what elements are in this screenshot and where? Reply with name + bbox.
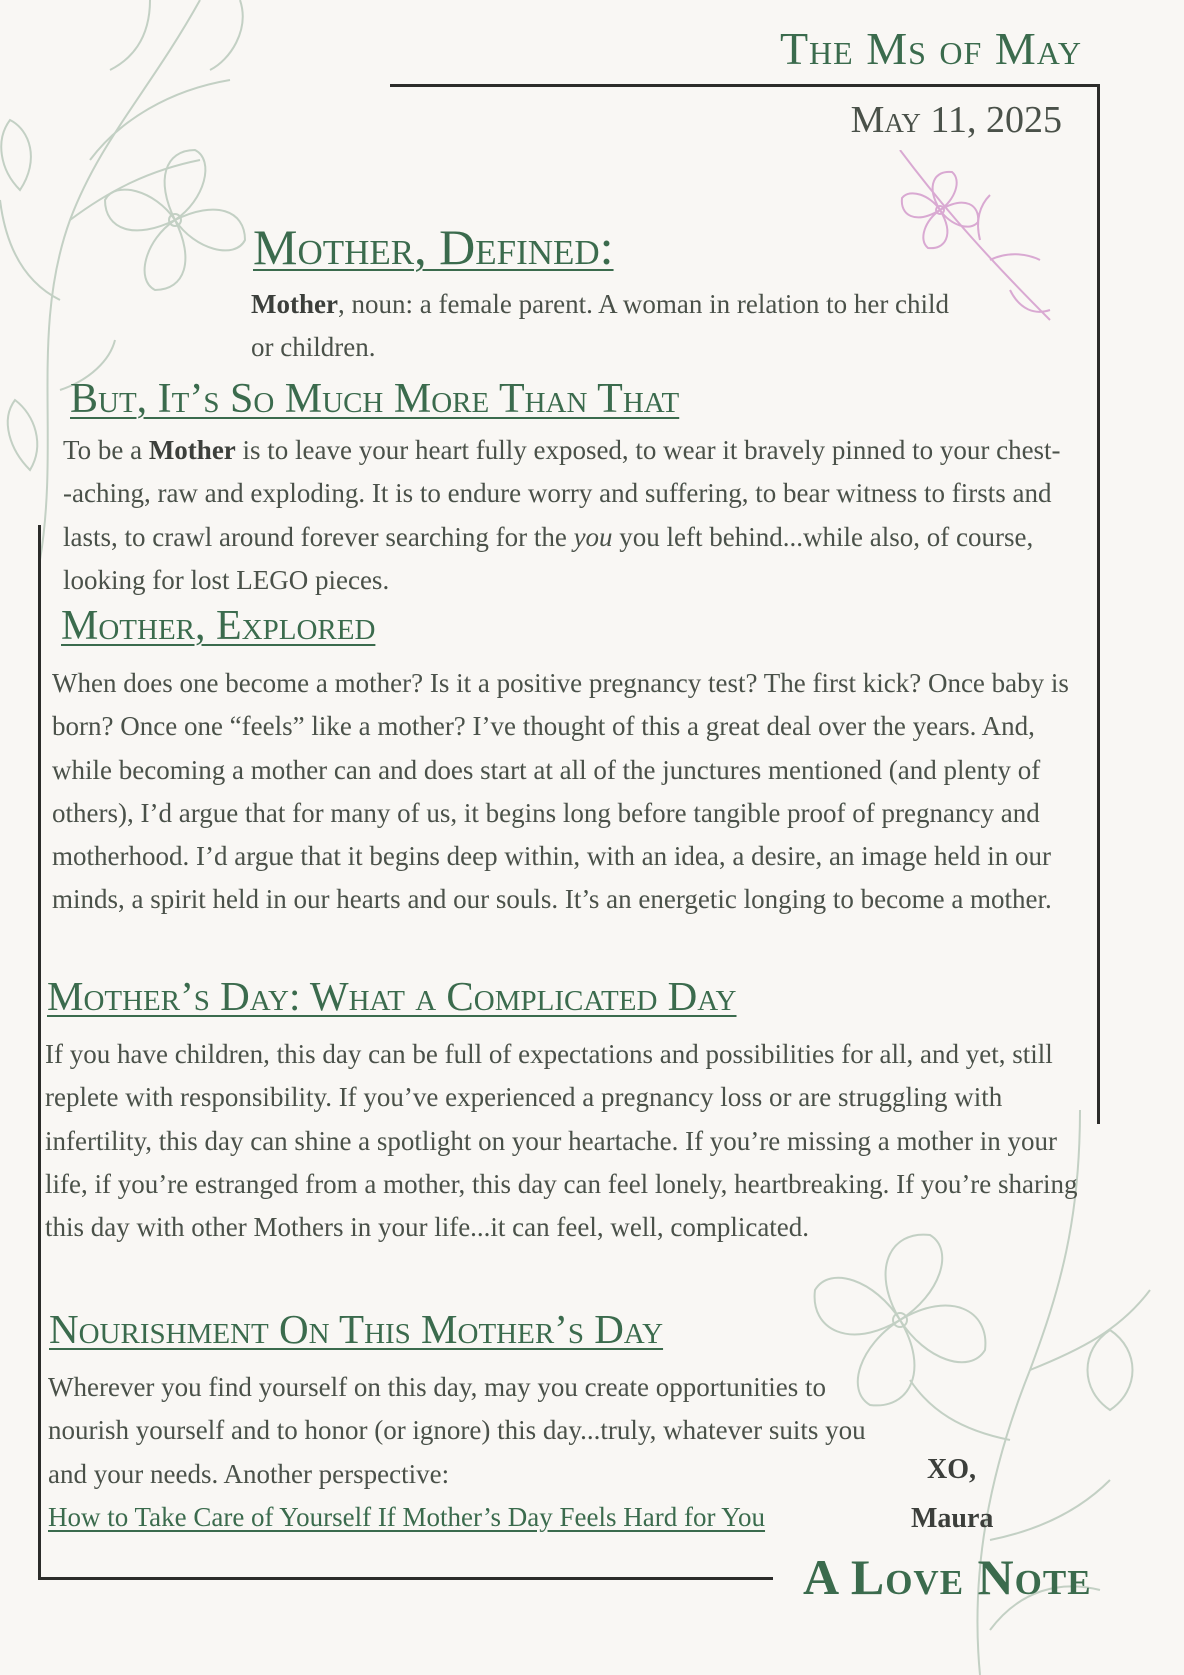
definition-term: Mother: [251, 289, 338, 319]
more-text-1: To be a: [63, 435, 149, 465]
definition-text: , noun: a female parent. A woman in relation to her child or children.: [251, 289, 950, 363]
frame-left-rule: [38, 525, 41, 1580]
footer-title: A Love Note: [803, 1549, 1092, 1605]
self-care-article-link[interactable]: How to Take Care of Yourself If Mother’s Day Feels Hard for You: [48, 1501, 766, 1532]
nourishment-text: Wherever you find yourself on this day, may you create opportunities to nourish yourself and to honor (or ignore) this day...truly, whatever suits you and your needs. Another perspective:: [48, 1372, 866, 1489]
frame-bottom-rule: [38, 1577, 773, 1580]
more-text-2: is to leave your heart fully exposed, to wear it bravely pinned to your chest--aching, raw and exploding. It is to endure worry and suffering, to bear witness to firsts and lasts, to crawl around forever searching for the: [63, 435, 1061, 552]
more-bold-mother: Mother: [148, 435, 236, 465]
masthead-title: The Ms of May: [779, 23, 1082, 74]
signoff-name: Maura: [911, 1503, 994, 1534]
complicated-paragraph: If you have children, this day can be full of expectations and possibilities for all, and yet, still replete with responsibility. If you’ve experienced a pregnancy loss or are struggling with infertility, this day can shine a spotlight on your heartache. If you’re missing a mother in your life, if you’re estranged from a mother, this day can feel lonely, heartbreaking. If you’re sharing this day with other Mothers in your life...it can feel, well, complicated.: [45, 1039, 1078, 1243]
section-heading-more: But, It’s So Much More Than That: [70, 376, 680, 422]
frame-right-rule: [1097, 84, 1100, 1124]
section-heading-explored: Mother, Explored: [61, 603, 376, 649]
more-italic-you: you: [573, 521, 613, 552]
section-heading-complicated: Mother’s Day: What a Complicated Day: [47, 973, 737, 1019]
definition-paragraph: [251, 283, 971, 370]
signoff-xo: XO,: [927, 1454, 976, 1485]
frame-top-rule: [390, 84, 1100, 87]
more-paragraph: [63, 429, 1063, 602]
nourishment-paragraph: [48, 1366, 908, 1539]
issue-date: May 11, 2025: [850, 99, 1062, 141]
more-text-3: you left behind...while also, of course, looking for lost LEGO pieces.: [63, 521, 1034, 595]
explored-paragraph: When does one become a mother? Is it a positive pregnancy test? The first kick? Once baby is born? Once one “feels” like a mother? I’ve thought of this a great deal over the years. And, while becoming a mother can and does start at all of the junctures mentioned (and plenty of others), I’d argue that for many of us, it begins long before tangible proof of pregnancy and motherhood. I’d argue that it begins deep within, with an idea, a desire, an image held in our minds, a spirit held in our hearts and our souls. It’s an energetic longing to become a mother.: [52, 668, 1069, 915]
section-heading-nourishment: Nourishment On This Mother’s Day: [49, 1306, 664, 1352]
section-heading-defined: Mother, Defined:: [253, 219, 614, 275]
